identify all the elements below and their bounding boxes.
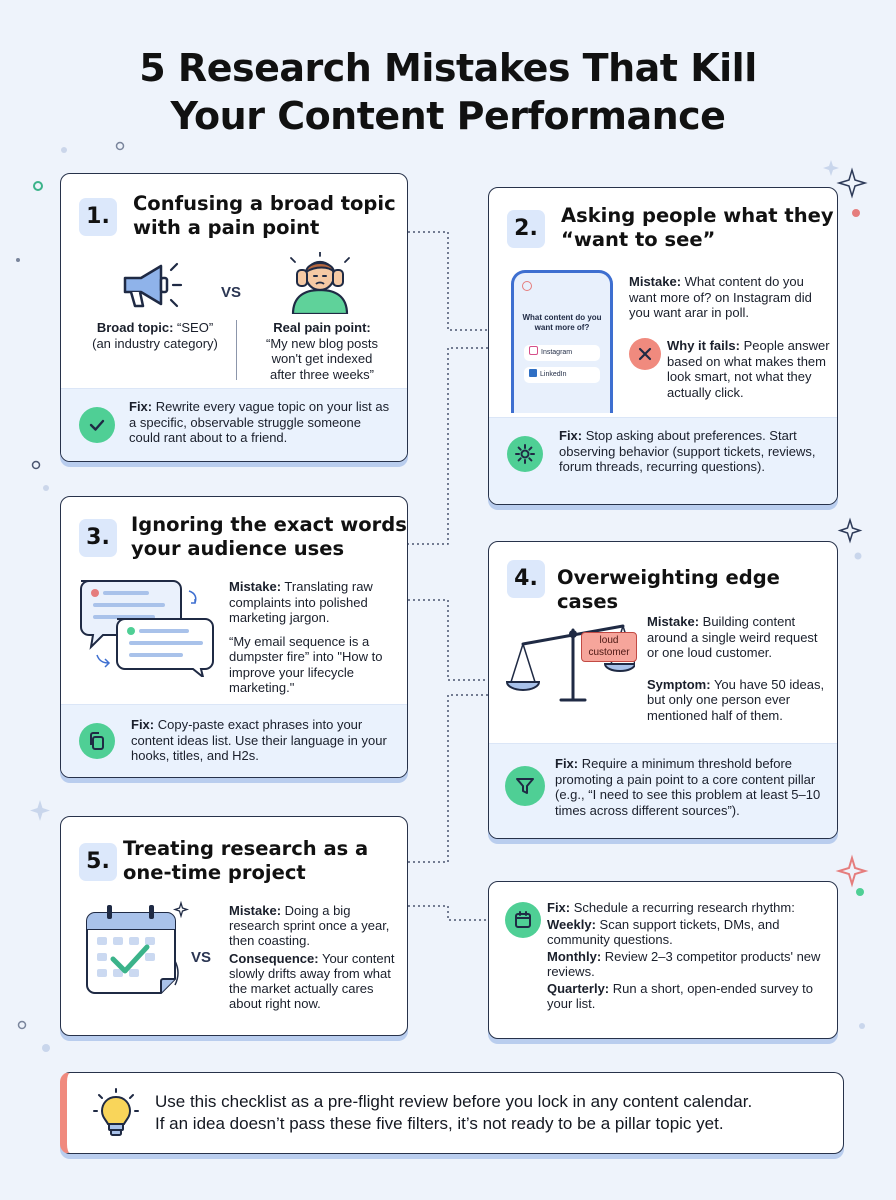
fix-value: Schedule a recurring research rhythm: bbox=[573, 900, 795, 915]
mistake-label: Mistake: bbox=[229, 903, 282, 918]
card-number: 2. bbox=[507, 210, 545, 248]
mistake-label: Mistake: bbox=[647, 614, 700, 629]
card-title bbox=[131, 513, 407, 561]
card-title-line-1: Confusing a broad topic bbox=[133, 192, 396, 215]
card-title-line-2: one-time project bbox=[123, 861, 306, 884]
vs-label: VS bbox=[221, 284, 242, 301]
pain-point-label: Real pain point: bbox=[273, 320, 371, 335]
divider bbox=[236, 320, 237, 380]
page-title bbox=[0, 44, 896, 140]
why-value: People answer based on what makes them look smart, not what they actually click. bbox=[667, 338, 830, 400]
broad-topic-label: Broad topic: bbox=[96, 320, 174, 335]
megaphone-icon bbox=[117, 258, 183, 312]
fix-bar bbox=[61, 704, 407, 777]
fix-value: Stop asking about preferences. Start observing behavior (support tickets, reviews, forum threads, recurring questions). bbox=[559, 428, 816, 474]
why-it-fails-text bbox=[667, 338, 833, 400]
card-title bbox=[561, 204, 834, 252]
card-title-line-2: your audience uses bbox=[131, 537, 345, 560]
mistake-text bbox=[229, 903, 401, 1019]
quarterly-label: Quarterly: bbox=[547, 981, 610, 996]
card-title bbox=[133, 192, 396, 240]
card-title-line-1: Ignoring the exact words bbox=[131, 513, 407, 536]
gear-icon bbox=[507, 436, 543, 472]
card-title bbox=[123, 837, 368, 885]
example-text: “My email sequence is a dumpster fire” into "How to improve your lifecycle marketing." bbox=[229, 633, 383, 695]
mistake-label: Mistake: bbox=[629, 274, 682, 289]
fix-label: Fix: bbox=[129, 399, 153, 414]
fix-label: Fix: bbox=[559, 428, 583, 443]
weekly-label: Weekly: bbox=[547, 917, 596, 932]
title-line-2: Your Content Performance bbox=[170, 94, 726, 138]
card-number: 5. bbox=[79, 843, 117, 881]
title-line-1: 5 Research Mistakes That Kill bbox=[139, 46, 757, 90]
chat-bubbles-icon bbox=[77, 577, 217, 677]
consequence-label: Consequence: bbox=[229, 951, 319, 966]
consequence-value: Your content slowly drifts away from what the market actually cares about right now. bbox=[229, 951, 395, 1011]
symptom-value: You have 50 ideas, but only one person ever mentioned half of them. bbox=[647, 676, 825, 723]
fix-card-5 bbox=[488, 881, 838, 1039]
instagram-icon bbox=[529, 346, 538, 355]
vs-label: VS bbox=[191, 949, 212, 966]
fix-value: Copy-paste exact phrases into your content ideas list. Use their language in your hooks, titles, and H2s. bbox=[131, 717, 387, 763]
mistake-card-3 bbox=[60, 496, 408, 778]
mistake-value: Building content around a single weird request or one loud customer. bbox=[647, 614, 818, 660]
footer-line-2: If an idea doesn’t pass these five filters, it’s not ready to be a pillar topic yet. bbox=[155, 1114, 724, 1133]
pain-point-line-2: won't get indexed bbox=[271, 351, 373, 366]
copy-icon bbox=[79, 723, 115, 759]
symptom-label: Symptom: bbox=[647, 676, 711, 692]
mistake-text bbox=[229, 579, 399, 704]
broad-topic-value: “SEO” bbox=[177, 320, 214, 335]
fix-text bbox=[555, 756, 825, 818]
calendar-check-icon bbox=[85, 901, 191, 997]
lightbulb-icon bbox=[93, 1087, 139, 1139]
poll-option-instagram[interactable] bbox=[524, 345, 600, 361]
mistake-card-2 bbox=[488, 187, 838, 505]
poll-option-label: LinkedIn bbox=[540, 371, 567, 378]
fix-bar bbox=[489, 743, 837, 838]
filter-icon bbox=[505, 766, 545, 806]
fix-label: Fix: bbox=[555, 756, 579, 771]
monthly-value: Review 2–3 competitor products' new reviews. bbox=[547, 949, 821, 979]
mistake-text bbox=[647, 614, 827, 731]
card-title-line-1: Asking people what they bbox=[561, 204, 834, 227]
mistake-card-4 bbox=[488, 541, 838, 839]
phone-question: What content do you want more of? bbox=[522, 313, 602, 332]
pain-point-text bbox=[239, 320, 405, 382]
calendar-icon bbox=[505, 902, 541, 938]
poll-option-label: Instagram bbox=[541, 349, 573, 356]
mistake-card-1 bbox=[60, 173, 408, 462]
card-number: 4. bbox=[507, 560, 545, 598]
pain-point-line-3: after three weeks” bbox=[269, 366, 375, 382]
card-title-line-2: with a pain point bbox=[133, 216, 320, 239]
x-icon bbox=[629, 338, 661, 370]
phone-mockup bbox=[511, 270, 613, 413]
mistake-value: Doing a big research sprint once a year, then coasting. bbox=[229, 903, 390, 948]
fix-value: Rewrite every vague topic on your list as a specific, observable struggle someone could rant about to a friend. bbox=[129, 399, 390, 445]
card-number: 1. bbox=[79, 198, 117, 236]
mistake-card-5 bbox=[60, 816, 408, 1036]
footer-text bbox=[155, 1091, 835, 1135]
pain-point-line-1: “My new blog posts bbox=[266, 335, 378, 351]
fix-label: Fix: bbox=[547, 900, 571, 915]
fix-bar bbox=[489, 417, 837, 504]
footer-callout bbox=[60, 1072, 844, 1154]
fix-value: Require a minimum threshold before promoting a pain point to a core content pillar (e.g., “I need to see this problem at least 5–10 times across different sources”). bbox=[555, 756, 821, 818]
fix-text bbox=[131, 717, 393, 764]
stressed-person-icon bbox=[287, 252, 353, 314]
checkmark-icon bbox=[79, 407, 115, 443]
fix-text bbox=[129, 399, 391, 446]
mistake-text bbox=[629, 274, 829, 321]
loud-customer-tag bbox=[581, 632, 637, 662]
fix-text bbox=[559, 428, 821, 475]
broad-topic-note: (an industry category) bbox=[92, 335, 218, 351]
card-title: Overweighting edge cases bbox=[557, 566, 780, 613]
broad-topic-text bbox=[75, 320, 235, 351]
footer-line-1: Use this checklist as a pre-flight review before you lock in any content calendar. bbox=[155, 1092, 753, 1111]
tag-line-1: loud bbox=[599, 635, 619, 646]
linkedin-icon bbox=[529, 369, 537, 377]
quarterly-value: Run a short, open-ended survey to your list. bbox=[547, 981, 813, 1011]
card-number: 3. bbox=[79, 519, 117, 557]
phone-record-icon bbox=[522, 281, 532, 291]
fix-bar bbox=[61, 388, 407, 461]
fix-label: Fix: bbox=[131, 717, 155, 732]
why-label: Why it fails: bbox=[667, 338, 740, 353]
card-title-line-1: Treating research as a bbox=[123, 837, 369, 860]
mistake-value: What content do you want more of? on Instagram did you want arar in poll. bbox=[629, 274, 812, 320]
mistake-value: Translating raw complaints into polished marketing jargon. bbox=[229, 579, 373, 625]
weekly-value: Scan support tickets, DMs, and community questions. bbox=[547, 917, 780, 947]
fix-schedule-text bbox=[547, 900, 827, 1011]
tag-line-2: customer bbox=[588, 647, 630, 658]
card-title-line-2: “want to see” bbox=[561, 228, 716, 251]
mistake-label: Mistake: bbox=[229, 579, 282, 594]
poll-option-linkedin[interactable] bbox=[524, 367, 600, 383]
monthly-label: Monthly: bbox=[547, 949, 602, 964]
